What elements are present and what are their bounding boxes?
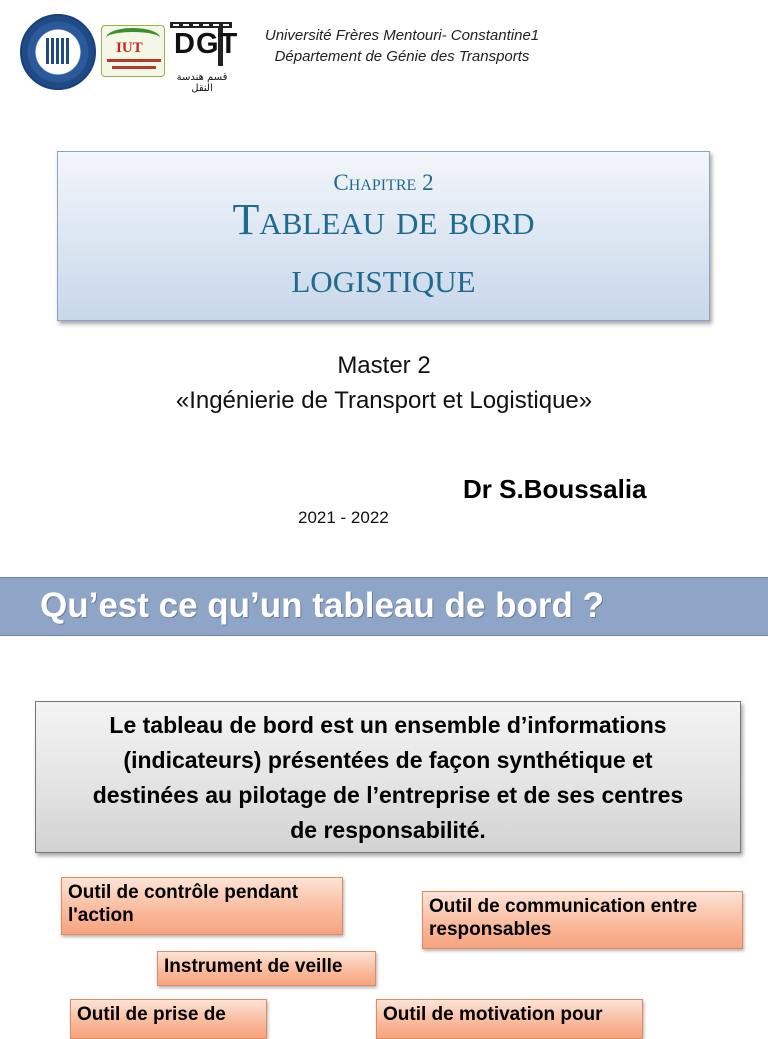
tag-prise-decision: Outil de prise de [70,999,267,1039]
tag-motivation: Outil de motivation pour [376,999,643,1039]
section-heading-banner [0,577,768,636]
definition-line: de responsabilité. [290,817,486,843]
section-heading: Qu’est ce qu’un tableau de bord ? [40,586,604,625]
course-program: «Ingénierie de Transport et Logistique» [175,387,593,414]
title-box [57,151,710,321]
document-title: Tableau de bord logistique [232,195,535,302]
author-name: Dr S.Boussalia [463,474,647,504]
tag-communication: Outil de communication entre responsables [422,891,743,949]
definition-line: Le tableau de bord est un ensemble d’informations [109,712,667,738]
tag-veille: Instrument de veille [157,951,376,986]
definition-line: destinées au pilotage de l’entreprise et de ses centres [92,782,684,808]
dgt-logo: DGT قسم هندسة النقل [170,22,234,88]
university-seal-logo [20,14,96,90]
definition-line: (indicateurs) présentées de façon synthétique et [123,747,653,773]
chapter-label: Chapitre 2 [333,170,434,195]
tag-controle: Outil de contrôle pendant l'action [61,877,343,935]
definition-box [35,701,741,853]
academic-year: 2021 - 2022 [298,508,389,527]
course-level: Master 2 [337,352,431,379]
university-name: Université Frères Mentouri- Constantine1 [264,27,540,44]
department-name: Département de Génie des Transports [274,48,530,65]
iut-logo: IUT [101,25,165,77]
